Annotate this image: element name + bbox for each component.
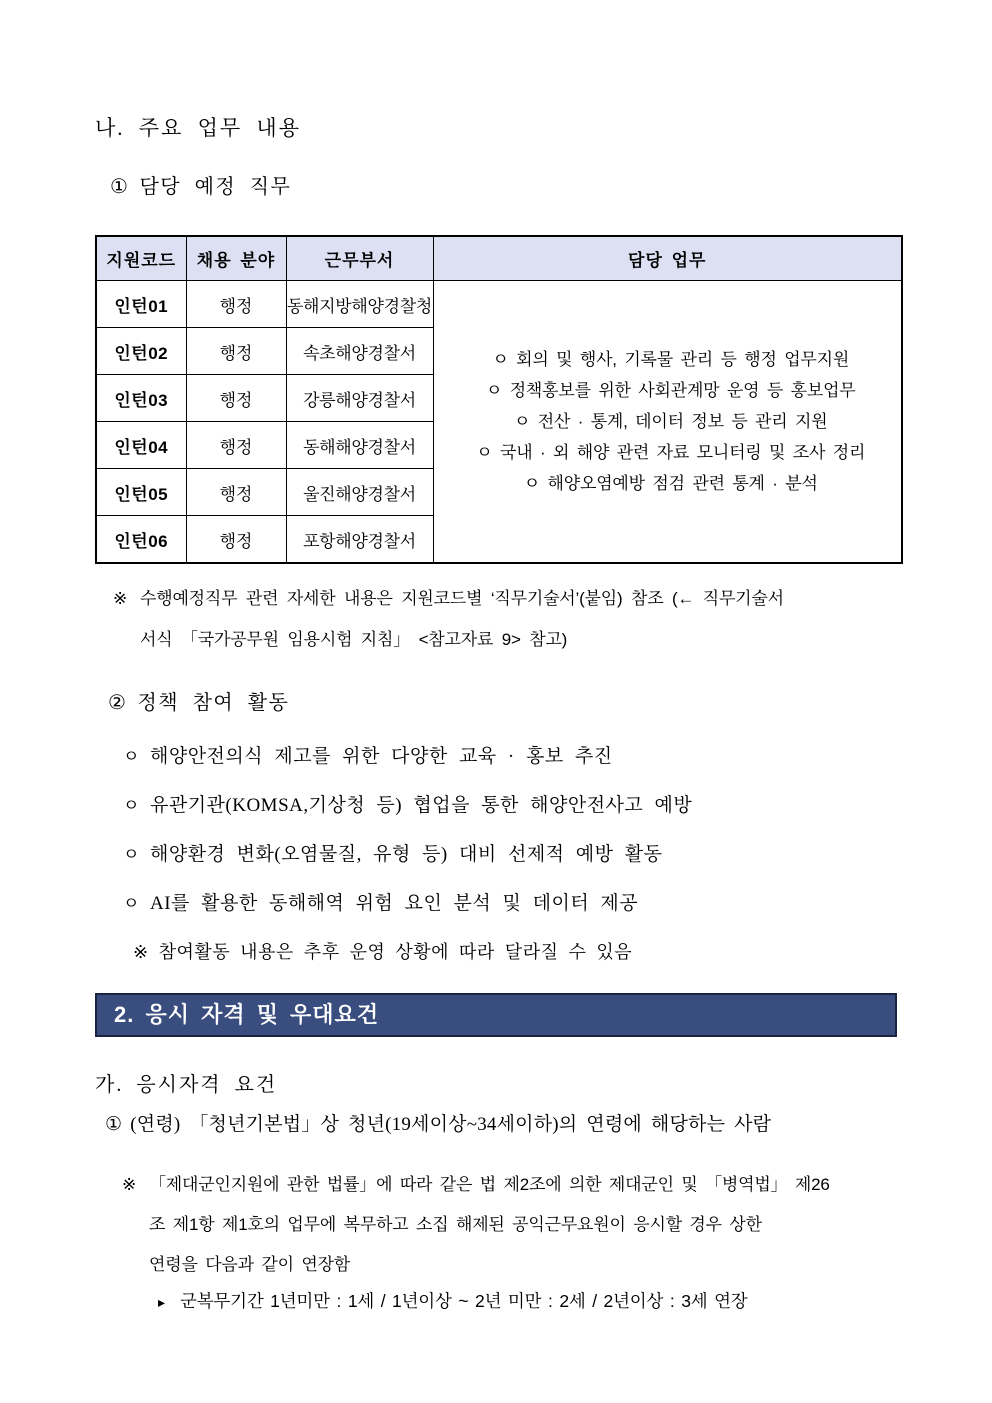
- table-row: [96, 281, 902, 328]
- duty-item: ㅇ 해양오염예방 점검 관련 통계 · 분석: [523, 474, 818, 493]
- bullet-marker: ㅇ: [123, 747, 140, 766]
- list-item: [123, 742, 905, 772]
- subsection-1-title: 담당 예정 직무: [139, 176, 292, 198]
- subsection-1-heading: [110, 172, 905, 202]
- circled-number-1: ①: [105, 1114, 123, 1135]
- age-requirement-item: [105, 1111, 905, 1139]
- cell-code: 인턴06: [96, 516, 186, 564]
- subsection-2-heading: [108, 688, 905, 718]
- veteran-extension-note: [122, 1165, 905, 1285]
- duty-item: ㅇ 회의 및 행사, 기록물 관리 등 행정 업무지원: [492, 350, 850, 369]
- triangle-bullet-icon: ▸: [158, 1294, 165, 1310]
- cell-field: 행정: [186, 328, 286, 375]
- cell-code: 인턴03: [96, 375, 186, 422]
- list-item: [123, 791, 905, 821]
- participation-note: [133, 938, 905, 966]
- header-duties: 담당 업무: [433, 236, 902, 281]
- header-application-code: 지원코드: [96, 236, 186, 281]
- circled-number-1: ①: [110, 176, 130, 198]
- cell-field: 행정: [186, 281, 286, 328]
- reference-mark: ※: [113, 589, 128, 608]
- cell-field: 행정: [186, 469, 286, 516]
- subsection-2-title: 정책 참여 활동: [137, 692, 290, 714]
- cell-dept: 동해지방해양경찰청: [286, 281, 433, 328]
- bullet-marker: ㅇ: [123, 845, 140, 864]
- age-requirement-text: (연령) 「청년기본법」상 청년(19세이상~34세이하)의 연령에 해당하는 사람: [130, 1114, 772, 1135]
- list-item: [123, 840, 905, 870]
- list-item-text: 유관기관(KOMSA,기상청 등) 협업을 통한 해양안전사고 예방: [150, 795, 693, 816]
- section-b-title: 나. 주요 업무 내용: [95, 116, 302, 140]
- cell-field: 행정: [186, 375, 286, 422]
- job-assignment-table: [95, 235, 903, 564]
- duty-item: ㅇ 정책홍보를 위한 사회관계망 운영 등 홍보업무: [485, 381, 856, 400]
- section-2-banner: 2. 응시 자격 및 우대요건: [95, 993, 897, 1037]
- cell-field: 행정: [186, 422, 286, 469]
- duty-item: ㅇ 전산 · 통계, 데이터 정보 등 관리 지원: [514, 412, 828, 431]
- participation-note-text: 참여활동 내용은 추후 운영 상황에 따라 달라질 수 있음: [158, 942, 633, 962]
- cell-dept: 포항해양경찰서: [286, 516, 433, 564]
- bullet-marker: ㅇ: [123, 894, 140, 913]
- circled-number-2: ②: [108, 692, 128, 714]
- veteran-extension-note-text: 「제대군인지원에 관한 법률」에 따라 같은 법 제2조에 의한 제대군인 및 「병역법」 제26 조 제1항 제1호의 업무에 복무하고 소집 해제된 공익근무요원이 응시할 경우 상한 연령을 다음과 같이 연장함: [149, 1175, 830, 1274]
- reference-mark: ※: [122, 1175, 137, 1194]
- list-item: [123, 889, 905, 919]
- cell-dept: 속초해양경찰서: [286, 328, 433, 375]
- table-header-row: [96, 236, 902, 281]
- reference-mark: ※: [133, 942, 149, 962]
- job-description-note-text: 수행예정직무 관련 자세한 내용은 지원코드별 ‘직무기술서’(붙임) 참조 (← 직무기술서 서식 「국가공무원 임용시험 지침」 <참고자료 9> 참고): [140, 589, 784, 649]
- list-item-text: AI를 활용한 동해해역 위험 요인 분석 및 데이터 제공: [150, 893, 639, 914]
- header-recruit-field: 채용 분야: [186, 236, 286, 281]
- cell-code: 인턴05: [96, 469, 186, 516]
- cell-code: 인턴04: [96, 422, 186, 469]
- list-item-text: 해양안전의식 제고를 위한 다양한 교육 · 홍보 추진: [150, 746, 613, 767]
- cell-code: 인턴01: [96, 281, 186, 328]
- cell-dept: 동해해양경찰서: [286, 422, 433, 469]
- section-a-title: 가. 응시자격 요건: [95, 1074, 278, 1096]
- cell-duties-merged: [433, 281, 902, 564]
- cell-code: 인턴02: [96, 328, 186, 375]
- cell-field: 행정: [186, 516, 286, 564]
- header-work-department: 근무부서: [286, 236, 433, 281]
- military-service-extension-detail: [158, 1287, 905, 1316]
- cell-dept: 강릉해양경찰서: [286, 375, 433, 422]
- bullet-marker: ㅇ: [123, 796, 140, 815]
- cell-dept: 울진해양경찰서: [286, 469, 433, 516]
- job-description-note: [113, 578, 905, 660]
- duty-item: ㅇ 국내 · 외 해양 관련 자료 모니터링 및 조사 정리: [476, 443, 866, 462]
- military-service-extension-text: 군복무기간 1년미만 : 1세 / 1년이상 ~ 2년 미만 : 2세 / 2년이상 : 3세 연장: [180, 1291, 748, 1311]
- policy-bullet-list: [95, 742, 905, 919]
- list-item-text: 해양환경 변화(오염물질, 유형 등) 대비 선제적 예방 활동: [150, 844, 663, 865]
